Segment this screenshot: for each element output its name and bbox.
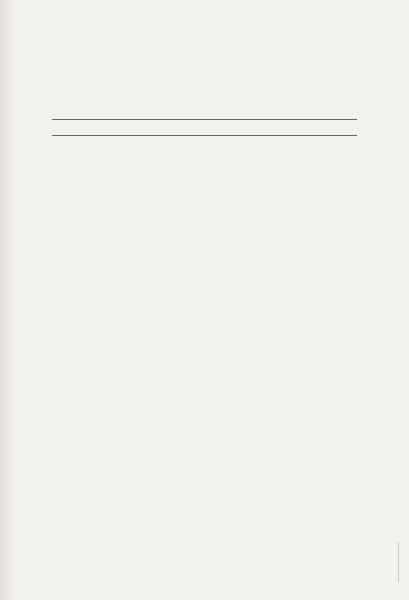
- page-edge-mark: [398, 542, 407, 582]
- page-fold-shadow: [0, 0, 14, 600]
- table-header-rule: [52, 135, 357, 136]
- table-top-rule: [52, 119, 357, 120]
